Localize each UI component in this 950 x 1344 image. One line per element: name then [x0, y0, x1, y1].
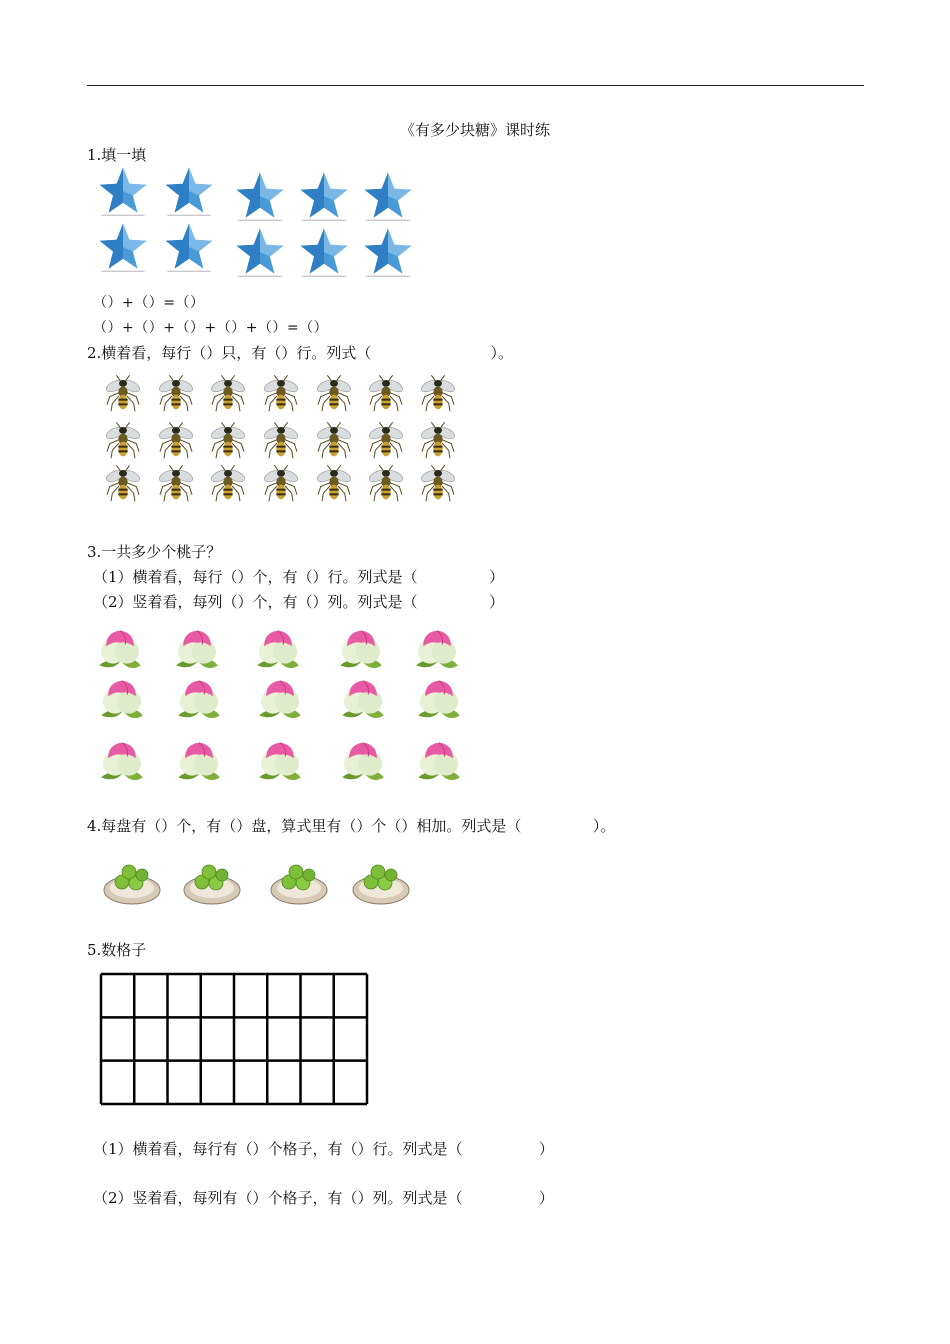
q1-heading: 1.填一填 — [87, 146, 147, 164]
peach-icon — [164, 622, 230, 674]
star-icon — [297, 225, 351, 279]
bee-icon — [416, 421, 460, 461]
peach-icon — [245, 622, 311, 674]
bee-icon — [364, 464, 408, 504]
peach-icon — [247, 672, 313, 724]
bee-icon — [206, 464, 250, 504]
q3-line-1: （1）横着看，每行（）个，有（）行。列式是（ ） — [93, 568, 505, 586]
bee-icon — [259, 374, 303, 414]
bee-icon — [101, 374, 145, 414]
star-icon — [361, 225, 415, 279]
q3-heading: 3.一共多少个桃子？ — [87, 543, 222, 561]
apple-plate-icon — [265, 850, 333, 910]
q4-heading: 4.每盘有（）个，有（）盘，算式里有（）个（）相加。列式是（ ）。 — [87, 817, 616, 835]
peach-icon — [406, 672, 472, 724]
peach-icon — [404, 622, 470, 674]
apple-plate-icon — [178, 850, 246, 910]
bee-icon — [154, 421, 198, 461]
peach-icon — [330, 734, 396, 786]
peach-icon — [330, 672, 396, 724]
star-icon — [297, 169, 351, 223]
star-icon — [233, 169, 287, 223]
bee-icon — [364, 421, 408, 461]
star-icon — [361, 169, 415, 223]
apple-plate-icon — [98, 850, 166, 910]
star-icon — [233, 225, 287, 279]
peach-icon — [89, 734, 155, 786]
bee-icon — [312, 421, 356, 461]
peach-icon — [166, 734, 232, 786]
bee-icon — [154, 464, 198, 504]
peach-icon — [166, 672, 232, 724]
peach-icon — [328, 622, 394, 674]
star-icon — [162, 220, 216, 274]
star-icon — [96, 164, 150, 218]
star-icon — [162, 164, 216, 218]
bee-icon — [416, 464, 460, 504]
peach-icon — [247, 734, 313, 786]
bee-icon — [259, 464, 303, 504]
bee-icon — [101, 421, 145, 461]
star-icon — [96, 220, 150, 274]
bee-icon — [154, 374, 198, 414]
apple-plate-icon — [347, 850, 415, 910]
q5-heading: 5.数格子 — [87, 941, 147, 959]
q1-equation-1: （）+（）=（） — [93, 295, 205, 311]
bee-icon — [312, 374, 356, 414]
peach-icon — [89, 672, 155, 724]
peach-icon — [406, 734, 472, 786]
q5-line-2: （2）竖着看，每列有（）个格子，有（）列。列式是（ ） — [93, 1189, 554, 1207]
bee-icon — [206, 421, 250, 461]
bee-icon — [364, 374, 408, 414]
peach-icon — [87, 622, 153, 674]
q2-heading: 2.横着看，每行（）只，有（）行。列式（ ）。 — [87, 344, 514, 362]
q3-line-2: （2）竖着看，每列（）个，有（）列。列式是（ ） — [93, 593, 505, 611]
bee-icon — [206, 374, 250, 414]
q5-line-1: （1）横着看，每行有（）个格子，有（）行。列式是（ ） — [93, 1140, 554, 1158]
header-rule — [87, 85, 864, 86]
q1-equation-2: （）+（）+（）+（）+（）=（） — [93, 320, 329, 336]
bee-icon — [259, 421, 303, 461]
bee-icon — [416, 374, 460, 414]
bee-icon — [101, 464, 145, 504]
page-title: 《有多少块糖》课时练 — [399, 121, 550, 139]
bee-icon — [312, 464, 356, 504]
counting-grid — [99, 972, 369, 1106]
